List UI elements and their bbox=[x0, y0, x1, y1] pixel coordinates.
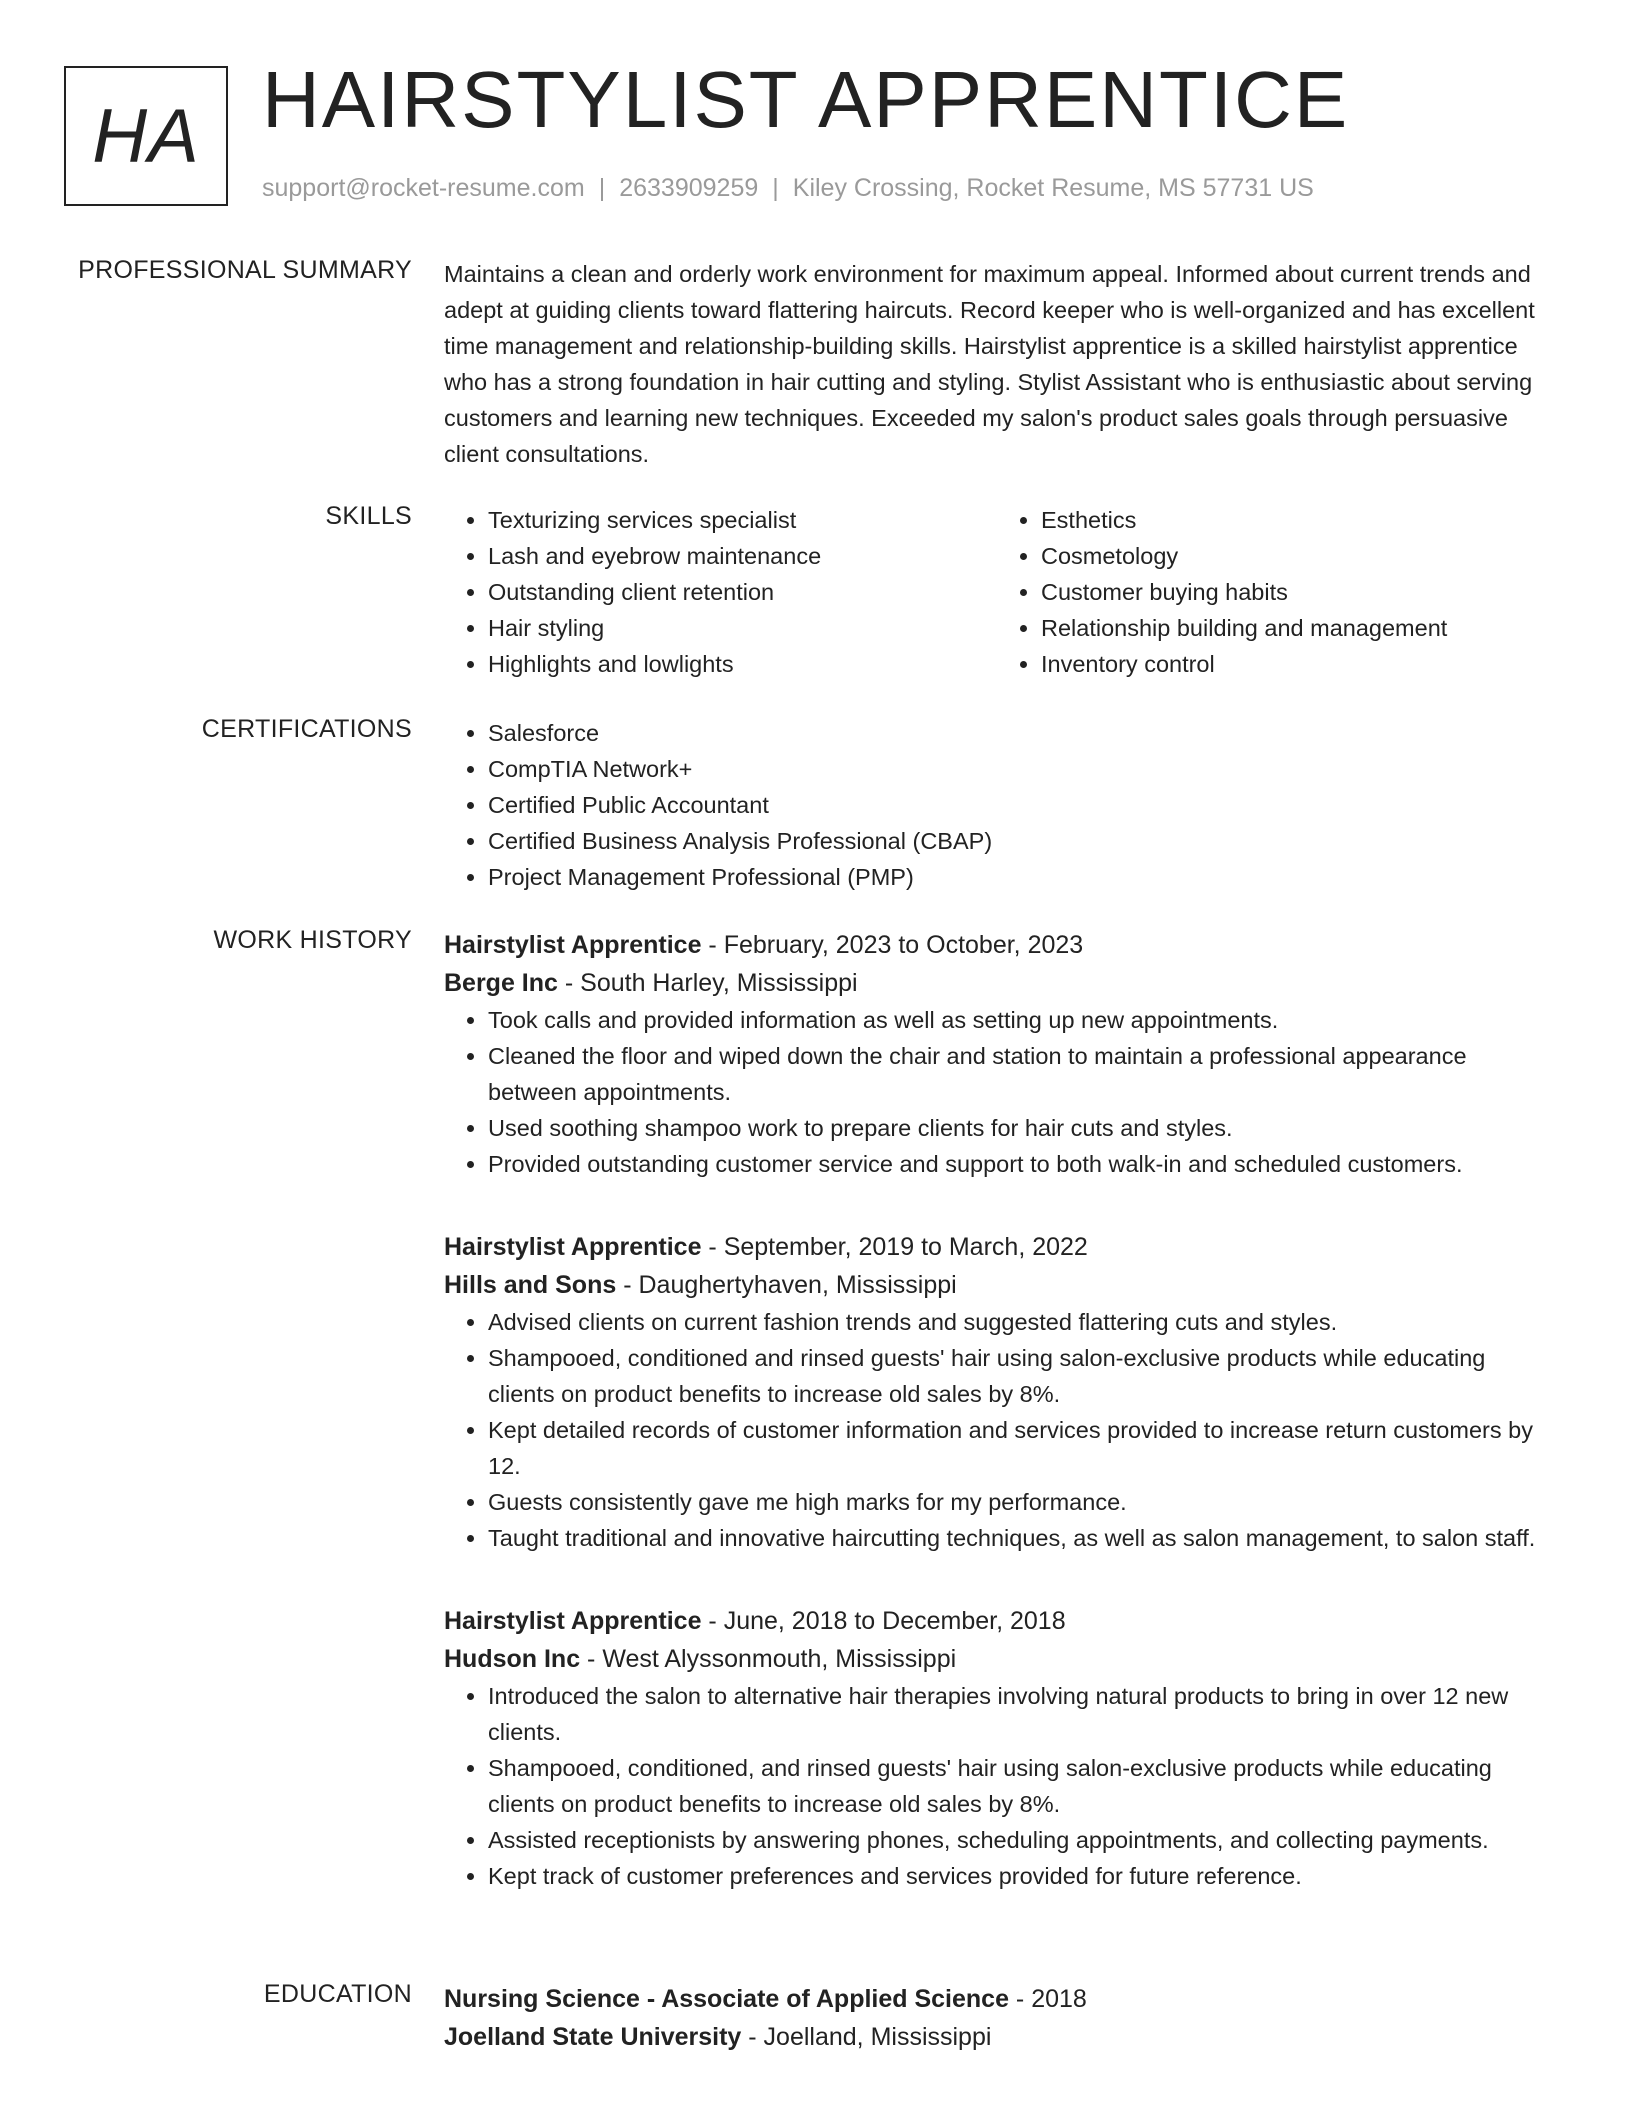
certification-item: • CompTIA Network+ bbox=[488, 751, 1550, 787]
certification-item: • Certified Business Analysis Professional (CBAP) bbox=[488, 823, 1550, 859]
job-bullet: • Assisted receptionists by answering phones, scheduling appointments, and collecting payments. bbox=[488, 1822, 1550, 1858]
certifications-list bbox=[444, 715, 1550, 895]
job-title: Hairstylist Apprentice bbox=[444, 1607, 702, 1635]
education-school: Joelland State University bbox=[444, 2023, 742, 2051]
skills-column-2 bbox=[997, 502, 1550, 682]
certification-item: • Certified Public Accountant bbox=[488, 787, 1550, 823]
job-bullet: • Taught traditional and innovative haircutting techniques, as well as salon management, to salon staff. bbox=[488, 1520, 1550, 1556]
job-company-line bbox=[444, 1266, 1550, 1304]
job-location: - West Alyssonmouth, Mississippi bbox=[580, 1645, 957, 1673]
job-bullets bbox=[444, 1678, 1550, 1894]
skill-item: • Esthetics bbox=[1041, 502, 1550, 538]
education-location: - Joelland, Mississippi bbox=[741, 2023, 992, 2051]
job-bullets bbox=[444, 1002, 1550, 1182]
section-label-summary: PROFESSIONAL SUMMARY bbox=[78, 256, 412, 284]
education-school-line bbox=[444, 2018, 1550, 2056]
job-dates: - February, 2023 to October, 2023 bbox=[701, 931, 1084, 959]
resume-title: HAIRSTYLIST APPRENTICE bbox=[262, 55, 1350, 144]
contact-separator: | bbox=[598, 174, 606, 202]
contact-line bbox=[262, 174, 1314, 203]
job-entry bbox=[444, 926, 1550, 1182]
certification-item: • Salesforce bbox=[488, 715, 1550, 751]
job-location: - Daughertyhaven, Mississippi bbox=[616, 1271, 957, 1299]
education-degree-line bbox=[444, 1980, 1550, 2018]
certifications-body bbox=[444, 715, 1550, 895]
summary-text: Maintains a clean and orderly work environment for maximum appeal. Informed about current trends and adept at guiding clients toward flattering haircuts. Record keeper who is well-organized and has excellent time management and relationship-building skills. Hairstylist apprentice is a skilled hairstylist apprentice who has a strong foundation in hair cutting and styling. Stylist Assistant who is enthusiastic about serving customers and learning new techniques. Exceeded my salon's product sales goals through persuasive client consultations. bbox=[444, 261, 1535, 467]
job-dates: - June, 2018 to December, 2018 bbox=[701, 1607, 1066, 1635]
work-history-body bbox=[444, 926, 1550, 1940]
job-bullet: • Provided outstanding customer service and support to both walk-in and scheduled customers. bbox=[488, 1146, 1550, 1182]
job-bullet: • Shampooed, conditioned and rinsed guests' hair using salon-exclusive products while educating clients on product benefits to increase old sales by 8%. bbox=[488, 1340, 1550, 1412]
job-company: Hudson Inc bbox=[444, 1645, 581, 1673]
job-bullets bbox=[444, 1304, 1550, 1556]
monogram-initials: HA bbox=[92, 93, 200, 179]
skills-body bbox=[444, 502, 1550, 682]
skill-item: • Lash and eyebrow maintenance bbox=[488, 538, 997, 574]
job-dates: - September, 2019 to March, 2022 bbox=[701, 1233, 1088, 1261]
job-entry bbox=[444, 1602, 1550, 1894]
certification-item: • Project Management Professional (PMP) bbox=[488, 859, 1550, 895]
skill-item: • Texturizing services specialist bbox=[488, 502, 997, 538]
contact-email: support@rocket-resume.com bbox=[262, 174, 585, 202]
monogram-box bbox=[64, 66, 228, 206]
skill-item: • Outstanding client retention bbox=[488, 574, 997, 610]
job-bullet: • Cleaned the floor and wiped down the chair and station to maintain a professional appearance between appointments. bbox=[488, 1038, 1550, 1110]
job-bullet: • Took calls and provided information as well as setting up new appointments. bbox=[488, 1002, 1550, 1038]
job-company-line bbox=[444, 964, 1550, 1002]
education-degree: Nursing Science - Associate of Applied Science bbox=[444, 1985, 1009, 2013]
contact-phone: 2633909259 bbox=[619, 174, 759, 202]
job-entry bbox=[444, 1228, 1550, 1556]
section-label-certifications: CERTIFICATIONS bbox=[201, 715, 412, 743]
job-bullet: • Guests consistently gave me high marks for my performance. bbox=[488, 1484, 1550, 1520]
job-title: Hairstylist Apprentice bbox=[444, 1233, 702, 1261]
job-bullet: • Used soothing shampoo work to prepare clients for hair cuts and styles. bbox=[488, 1110, 1550, 1146]
section-label-education: EDUCATION bbox=[263, 1980, 412, 2008]
skill-item: • Hair styling bbox=[488, 610, 997, 646]
summary-body bbox=[444, 256, 1550, 472]
section-label-skills: SKILLS bbox=[325, 502, 412, 530]
skills-column-1 bbox=[444, 502, 997, 682]
job-bullet: • Kept detailed records of customer information and services provided to increase return customers by 12. bbox=[488, 1412, 1550, 1484]
section-label-work-history: WORK HISTORY bbox=[213, 926, 412, 954]
job-bullet: • Introduced the salon to alternative hair therapies involving natural products to bring in over 12 new clients. bbox=[488, 1678, 1550, 1750]
job-company: Hills and Sons bbox=[444, 1271, 617, 1299]
skill-item: • Highlights and lowlights bbox=[488, 646, 997, 682]
skill-item: • Customer buying habits bbox=[1041, 574, 1550, 610]
skill-item: • Inventory control bbox=[1041, 646, 1550, 682]
job-bullet: • Kept track of customer preferences and services provided for future reference. bbox=[488, 1858, 1550, 1894]
job-company: Berge Inc bbox=[444, 969, 558, 997]
skill-item: • Relationship building and management bbox=[1041, 610, 1550, 646]
job-bullet: • Advised clients on current fashion trends and suggested flattering cuts and styles. bbox=[488, 1304, 1550, 1340]
education-year: - 2018 bbox=[1008, 1985, 1087, 2013]
job-title-line bbox=[444, 1228, 1550, 1266]
job-title-line bbox=[444, 1602, 1550, 1640]
contact-address: Kiley Crossing, Rocket Resume, MS 57731 US bbox=[792, 174, 1314, 202]
skill-item: • Cosmetology bbox=[1041, 538, 1550, 574]
job-company-line bbox=[444, 1640, 1550, 1678]
job-bullet: • Shampooed, conditioned, and rinsed guests' hair using salon-exclusive products while educating clients on product benefits to increase old sales by 8%. bbox=[488, 1750, 1550, 1822]
education-body bbox=[444, 1980, 1550, 2056]
job-title-line bbox=[444, 926, 1550, 964]
job-location: - South Harley, Mississippi bbox=[557, 969, 858, 997]
contact-separator: | bbox=[772, 174, 779, 202]
job-title: Hairstylist Apprentice bbox=[444, 931, 702, 959]
